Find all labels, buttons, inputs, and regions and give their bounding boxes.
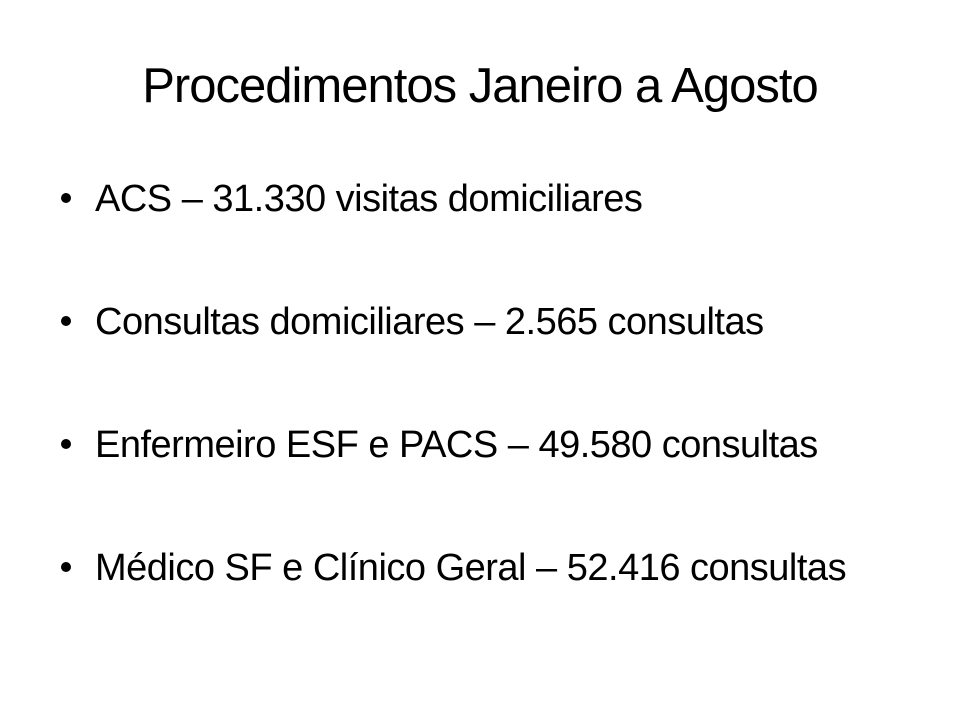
list-item (61, 299, 940, 345)
list-item (61, 422, 940, 468)
bullet-text-medico: Médico SF e Clínico Geral – 52.416 consultas (95, 547, 847, 589)
bullet-text-acs: ACS – 31.330 visitas domiciliares (95, 178, 643, 220)
list-item (61, 176, 940, 222)
bullet-icon (61, 316, 71, 326)
bullet-icon (61, 193, 71, 203)
list-item (61, 545, 940, 591)
bullet-list (61, 176, 940, 668)
bullet-text-consultas-domiciliares: Consultas domiciliares – 2.565 consultas (95, 301, 764, 343)
bullet-text-enfermeiro: Enfermeiro ESF e PACS – 49.580 consultas (95, 424, 818, 466)
bullet-icon (61, 562, 71, 572)
bullet-icon (61, 439, 71, 449)
slide-title: Procedimentos Janeiro a Agosto (142, 59, 818, 113)
